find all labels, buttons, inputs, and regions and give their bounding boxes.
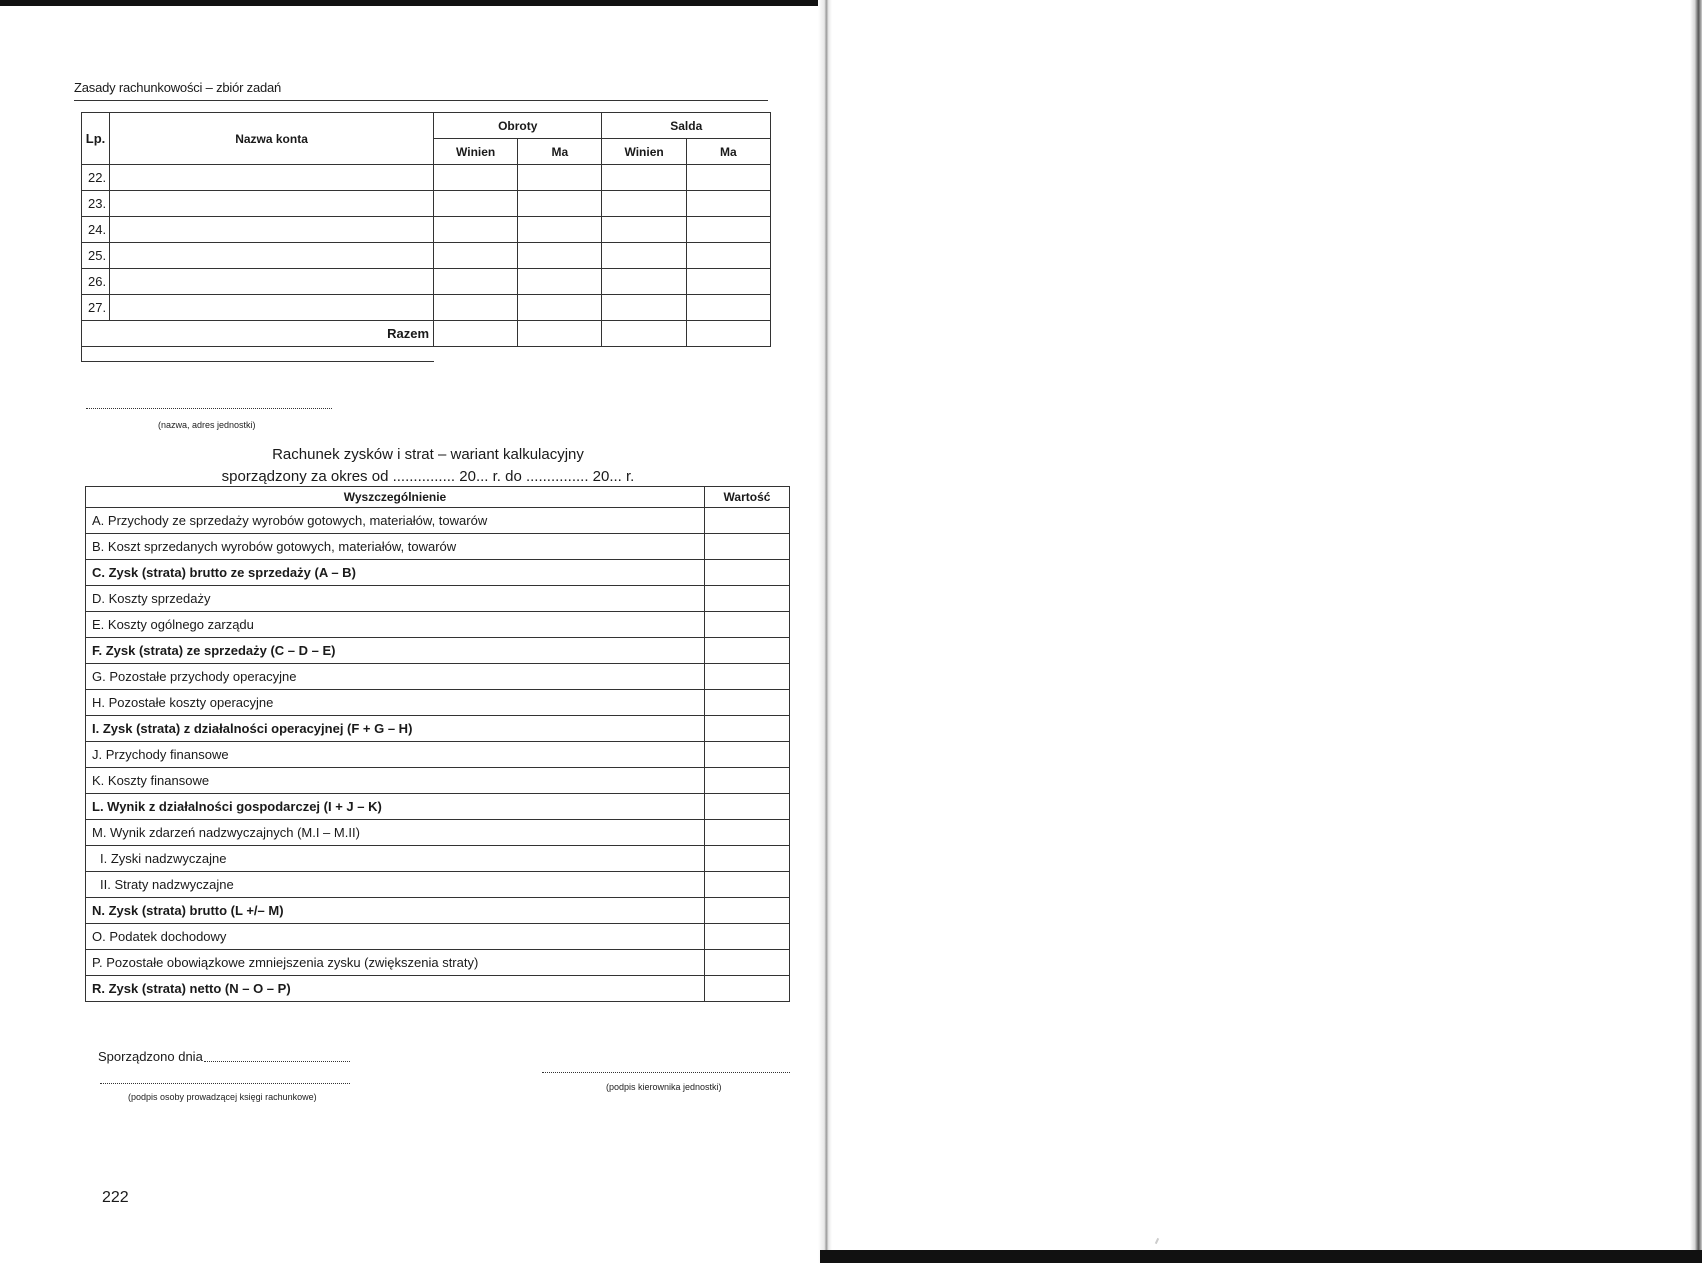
value-cell <box>705 612 790 638</box>
line-item-label: I. Zysk (strata) z działalności operacyjnej (F + G – H) <box>86 716 705 742</box>
account-name-cell <box>110 269 434 295</box>
col-salda-header: Salda <box>602 113 771 139</box>
row-number: 23. <box>82 191 110 217</box>
value-cell <box>705 560 790 586</box>
table-row <box>86 638 790 664</box>
line-item-label: I. Zyski nadzwyczajne <box>86 846 705 872</box>
table-row <box>86 976 790 1002</box>
value-cell <box>705 664 790 690</box>
table-row <box>82 295 771 321</box>
table-row <box>86 768 790 794</box>
value-cell <box>705 872 790 898</box>
table-row <box>86 508 790 534</box>
value-cell <box>705 976 790 1002</box>
row-number: 24. <box>82 217 110 243</box>
manager-signature-line <box>542 1072 790 1073</box>
value-cell <box>705 924 790 950</box>
row-number: 25. <box>82 243 110 269</box>
bookkeeper-signature-note: (podpis osoby prowadzącej księgi rachunkowe) <box>128 1092 317 1102</box>
line-item-label: O. Podatek dochodowy <box>86 924 705 950</box>
bookkeeper-signature-line <box>100 1083 350 1084</box>
line-item-label: A. Przychody ze sprzedaży wyrobów gotowych, materiałów, towarów <box>86 508 705 534</box>
account-name-cell <box>110 217 434 243</box>
row-number: 26. <box>82 269 110 295</box>
account-name-cell <box>110 295 434 321</box>
line-item-label: D. Koszty sprzedaży <box>86 586 705 612</box>
table-row <box>86 560 790 586</box>
table1-footer-row <box>82 347 771 362</box>
row-number: 22. <box>82 165 110 191</box>
col-name-header: Nazwa konta <box>110 113 434 165</box>
line-item-label: K. Koszty finansowe <box>86 768 705 794</box>
table-row <box>86 664 790 690</box>
table-row <box>82 243 771 269</box>
line-item-label: P. Pozostałe obowiązkowe zmniejszenia zysku (zwiększenia straty) <box>86 950 705 976</box>
account-name-cell <box>110 165 434 191</box>
table-row <box>86 820 790 846</box>
line-item-label: J. Przychody finansowe <box>86 742 705 768</box>
value-cell <box>705 638 790 664</box>
table-row <box>86 872 790 898</box>
value-cell <box>705 898 790 924</box>
line-item-label: E. Koszty ogólnego zarządu <box>86 612 705 638</box>
line-item-label: N. Zysk (strata) brutto (L +/– M) <box>86 898 705 924</box>
line-item-label: C. Zysk (strata) brutto ze sprzedaży (A – B) <box>86 560 705 586</box>
manager-signature-note: (podpis kierownika jednostki) <box>606 1082 722 1092</box>
income-statement-table <box>85 486 790 1002</box>
col-description-header: Wyszczególnienie <box>86 487 705 508</box>
table-row <box>86 898 790 924</box>
value-cell <box>705 534 790 560</box>
prepared-on-line <box>204 1061 350 1062</box>
prepared-on-label: Sporządzono dnia <box>98 1049 203 1064</box>
table-row <box>86 586 790 612</box>
table-row <box>86 690 790 716</box>
table-row <box>86 742 790 768</box>
value-cell <box>705 586 790 612</box>
obroty-ma-header: Ma <box>518 139 602 165</box>
book-spine <box>818 0 832 1263</box>
value-cell <box>705 846 790 872</box>
value-cell <box>705 950 790 976</box>
line-item-label: B. Koszt sprzedanych wyrobów gotowych, materiałów, towarów <box>86 534 705 560</box>
line-item-label: R. Zysk (strata) netto (N – O – P) <box>86 976 705 1002</box>
value-cell <box>705 768 790 794</box>
table-row <box>82 191 771 217</box>
salda-ma-header: Ma <box>686 139 770 165</box>
right-page-edge <box>1690 0 1702 1263</box>
line-item-label: G. Pozostałe przychody operacyjne <box>86 664 705 690</box>
value-cell <box>705 742 790 768</box>
paper-speck <box>1155 1238 1159 1244</box>
line-item-label: H. Pozostałe koszty operacyjne <box>86 690 705 716</box>
table1-header-row <box>82 113 771 139</box>
row-number: 27. <box>82 295 110 321</box>
table-row <box>86 924 790 950</box>
line-item-label: L. Wynik z działalności gospodarczej (I + J – K) <box>86 794 705 820</box>
left-page <box>0 0 820 1263</box>
value-cell <box>705 820 790 846</box>
table-row <box>86 846 790 872</box>
report-title: Rachunek zysków i strat – wariant kalkulacyjny <box>272 446 584 463</box>
value-cell <box>705 508 790 534</box>
page-number: 222 <box>102 1189 129 1206</box>
col-value-header: Wartość <box>705 487 790 508</box>
table-row <box>86 950 790 976</box>
header-rule <box>74 100 768 101</box>
table-row <box>86 612 790 638</box>
table-row <box>82 217 771 243</box>
table-row <box>86 534 790 560</box>
trial-balance-table <box>81 112 771 362</box>
col-lp-header: Lp. <box>82 113 110 165</box>
entity-note: (nazwa, adres jednostki) <box>158 420 256 430</box>
razem-row <box>82 321 771 347</box>
entity-name-line <box>86 408 332 409</box>
value-cell <box>705 690 790 716</box>
table-row <box>82 165 771 191</box>
value-cell <box>705 794 790 820</box>
line-item-label: II. Straty nadzwyczajne <box>86 872 705 898</box>
table2-header-row <box>86 487 790 508</box>
table-row <box>86 716 790 742</box>
header-title: Zasady rachunkowości – zbiór zadań <box>74 80 282 95</box>
table-row <box>82 269 771 295</box>
obroty-winien-header: Winien <box>434 139 518 165</box>
salda-winien-header: Winien <box>602 139 686 165</box>
col-obroty-header: Obroty <box>434 113 602 139</box>
razem-label: Razem <box>82 321 434 347</box>
line-item-label: M. Wynik zdarzeń nadzwyczajnych (M.I – M.II) <box>86 820 705 846</box>
table-row <box>86 794 790 820</box>
account-name-cell <box>110 191 434 217</box>
bottom-edge-shadow <box>820 1250 1702 1263</box>
line-item-label: F. Zysk (strata) ze sprzedaży (C – D – E) <box>86 638 705 664</box>
value-cell <box>705 716 790 742</box>
account-name-cell <box>110 243 434 269</box>
running-header <box>74 80 768 95</box>
report-period: sporządzony za okres od ............... 20... r. do ............... 20... r. <box>221 468 635 485</box>
